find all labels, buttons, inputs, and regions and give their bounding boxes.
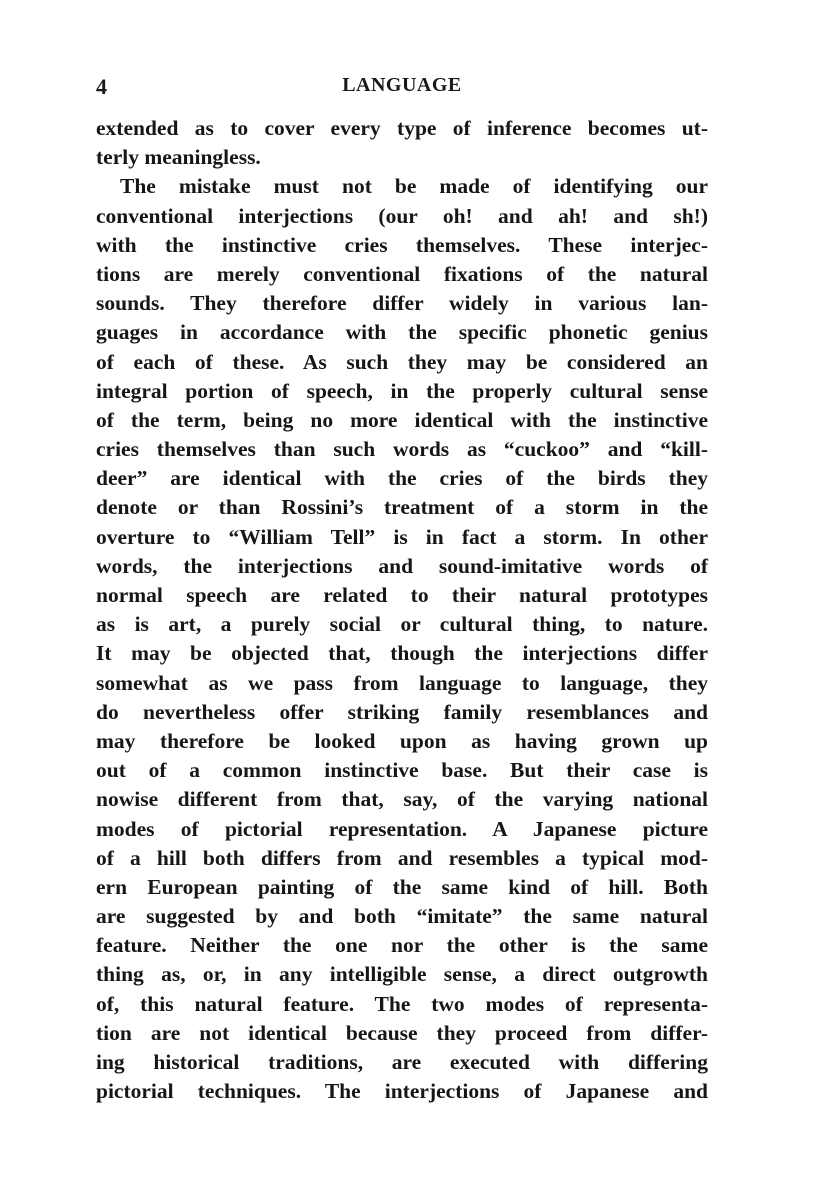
body-text [96,114,708,1106]
text-line: overture to “William Tell” is in fact a storm. In other [96,524,708,549]
text-line: extended as to cover every type of inference becomes ut- [96,116,708,140]
text-line: modes of pictorial representation. A Japanese picture [96,816,708,841]
text-line: of, this natural feature. The two modes of representa- [96,991,708,1016]
text-line: do nevertheless offer striking family resemblances and [96,699,708,724]
text-line: may therefore be looked upon as having grown up [96,728,708,753]
running-head: LANGUAGE [342,74,462,96]
text-line: as is art, a purely social or cultural thing, to nature. [96,612,708,637]
text-line: out of a common instinctive base. But their case is [96,758,708,783]
text-line: words, the interjections and sound-imitative words of [96,553,708,578]
text-line: ing historical traditions, are executed with differing [96,1050,708,1074]
page-header [96,74,708,104]
text-line: sounds. They therefore differ widely in various lan- [96,291,708,316]
text-line: are suggested by and both “imitate” the same natural [96,904,708,929]
text-line: conventional interjections (our oh! and ah! and sh!) [96,203,708,228]
text-line: ern European painting of the same kind of hill. Both [96,874,708,899]
text-line: integral portion of speech, in the properly cultural sense [96,378,708,403]
text-line: tions are merely conventional fixations of the natural [96,261,708,286]
text-line: It may be objected that, though the interjections differ [96,641,708,666]
text-line: feature. Neither the one nor the other is the same [96,933,708,958]
text-line: of each of these. As such they may be considered an [96,349,708,374]
text-line: tion are not identical because they proceed from differ- [96,1020,708,1045]
text-line: normal speech are related to their natural prototypes [96,583,708,607]
text-line: of the term, being no more identical with the instinctive [96,407,708,432]
text-line: guages in accordance with the specific phonetic genius [96,320,708,345]
text-line: The mistake must not be made of identifying our [120,174,708,199]
text-line: nowise different from that, say, of the varying national [96,787,708,812]
text-line: cries themselves than such words as “cuckoo” and “kill- [96,437,708,462]
text-line: terly meaningless. [96,145,261,170]
text-line: thing as, or, in any intelligible sense, a direct outgrowth [96,962,708,987]
text-line: somewhat as we pass from language to language, they [96,670,708,695]
text-line: of a hill both differs from and resembles a typical mod- [96,845,708,870]
text-line: pictorial techniques. The interjections of Japanese and [96,1079,708,1104]
text-line: denote or than Rossini’s treatment of a storm in the [96,495,708,520]
text-line: deer” are identical with the cries of the birds they [96,466,708,491]
text-line: with the instinctive cries themselves. These interjec- [96,232,708,257]
page-number: 4 [96,74,107,99]
